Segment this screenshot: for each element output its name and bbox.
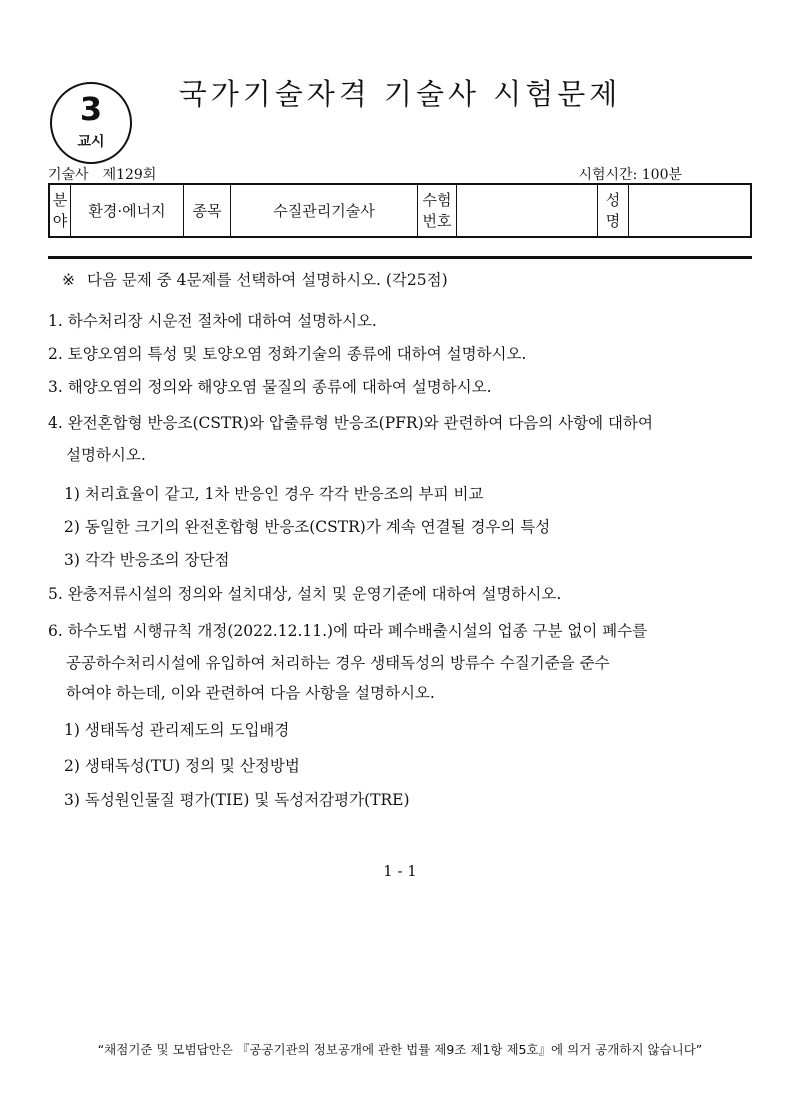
exam-number-field[interactable] [457, 184, 598, 237]
question-number: 2. [48, 345, 63, 363]
exam-time [578, 164, 682, 184]
question-3 [48, 378, 492, 396]
question-text: 하수도법 시행규칙 개정(2022.12.11.)에 따라 폐수배출시설의 업종 구분 없이 폐수를 [67, 622, 648, 640]
field-value: 환경·에너지 [71, 184, 184, 237]
sub-number: 2) [64, 518, 80, 536]
exam-time-label: 시험시간: [578, 167, 638, 183]
sub-text: 동일한 크기의 완전혼합형 반응조(CSTR)가 계속 연결될 경우의 특성 [84, 518, 551, 536]
reference-mark-icon: ※ [62, 271, 75, 289]
instruction [62, 268, 448, 290]
category-text: 기술사 [48, 167, 89, 183]
question-6 [48, 622, 647, 640]
exam-category [48, 164, 156, 184]
field-label-bottom: 야 [52, 211, 68, 230]
question-text: 완충저류시설의 정의와 설치대상, 설치 및 운영기준에 대하여 설명하시오. [67, 585, 562, 603]
question-5 [48, 585, 561, 603]
exam-number-label-bottom: 번호 [422, 211, 452, 230]
header-divider [48, 256, 752, 259]
sub-text: 독성원인물질 평가(TIE) 및 독성저감평가(TRE) [84, 791, 410, 809]
question-text-cont: 공공하수처리시설에 유입하여 처리하는 경우 생태독성의 방류수 수질기준을 준수 [66, 654, 610, 672]
question-number: 1. [48, 312, 63, 330]
question-text: 해양오염의 정의와 해양오염 물질의 종류에 대하여 설명하시오. [67, 378, 492, 396]
round-text: 제129회 [102, 167, 157, 183]
exam-info-table [48, 183, 752, 238]
sub-number: 3) [64, 791, 80, 809]
sub-text: 각각 반응조의 장단점 [84, 551, 230, 569]
question-number: 5. [48, 585, 63, 603]
sub-text: 처리효율이 같고, 1차 반응인 경우 각각 반응조의 부피 비교 [84, 485, 484, 503]
sub-number: 2) [64, 757, 80, 775]
question-6-continuation-2 [66, 684, 435, 702]
question-4-sub-1 [64, 482, 483, 504]
instruction-text: 다음 문제 중 4문제를 선택하여 설명하시오. (각25점) [87, 271, 448, 289]
question-text-cont: 하여야 하는데, 이와 관련하여 다음 사항을 설명하시오. [66, 684, 435, 702]
question-2 [48, 345, 526, 363]
question-number: 4. [48, 414, 63, 432]
page-number: 1 - 1 [383, 862, 417, 880]
question-number: 3. [48, 378, 63, 396]
period-number: 3 [79, 90, 103, 128]
question-6-sub-3 [64, 788, 410, 810]
sub-number: 1) [64, 485, 80, 503]
exam-time-value: 100분 [641, 167, 682, 183]
subject-label: 종목 [184, 184, 231, 237]
name-label-cell [598, 184, 629, 237]
question-text-cont: 설명하시오. [66, 446, 146, 464]
question-4-continuation [66, 446, 146, 464]
name-label-bottom: 명 [605, 211, 621, 230]
question-6-sub-1 [64, 718, 289, 740]
question-1 [48, 312, 377, 330]
subject-value: 수질관리기술사 [231, 184, 418, 237]
question-4-sub-2 [64, 515, 550, 537]
question-text: 토양오염의 특성 및 토양오염 정화기술의 종류에 대하여 설명하시오. [67, 345, 527, 363]
name-field[interactable] [629, 184, 752, 237]
name-label-top: 성 [605, 190, 621, 209]
disclosure-notice: “채점기준 및 모범답안은 『공공기관의 정보공개에 관한 법률 제9조 제1항 제5호』에 의거 공개하지 않습니다” [97, 1042, 703, 1057]
question-4 [48, 414, 653, 432]
question-text: 하수처리장 시운전 절차에 대하여 설명하시오. [67, 312, 377, 330]
exam-number-label-cell [418, 184, 457, 237]
sub-number: 1) [64, 721, 80, 739]
sub-text: 생태독성 관리제도의 도입배경 [84, 721, 290, 739]
page-title: 국가기술자격 기술사 시험문제 [178, 77, 622, 111]
question-number: 6. [48, 622, 63, 640]
sub-text: 생태독성(TU) 정의 및 산정방법 [84, 757, 300, 775]
exam-number-label-top: 수험 [422, 190, 452, 209]
question-6-sub-2 [64, 754, 300, 776]
question-6-continuation-1 [66, 654, 610, 672]
field-label-cell [49, 184, 71, 237]
question-4-sub-3 [64, 548, 229, 570]
sub-number: 3) [64, 551, 80, 569]
field-label-top: 분 [52, 190, 68, 209]
question-text: 완전혼합형 반응조(CSTR)와 압출류형 반응조(PFR)와 관련하여 다음의 사항에 대하여 [67, 414, 653, 432]
period-badge [50, 82, 132, 164]
period-label: 교시 [77, 134, 105, 150]
